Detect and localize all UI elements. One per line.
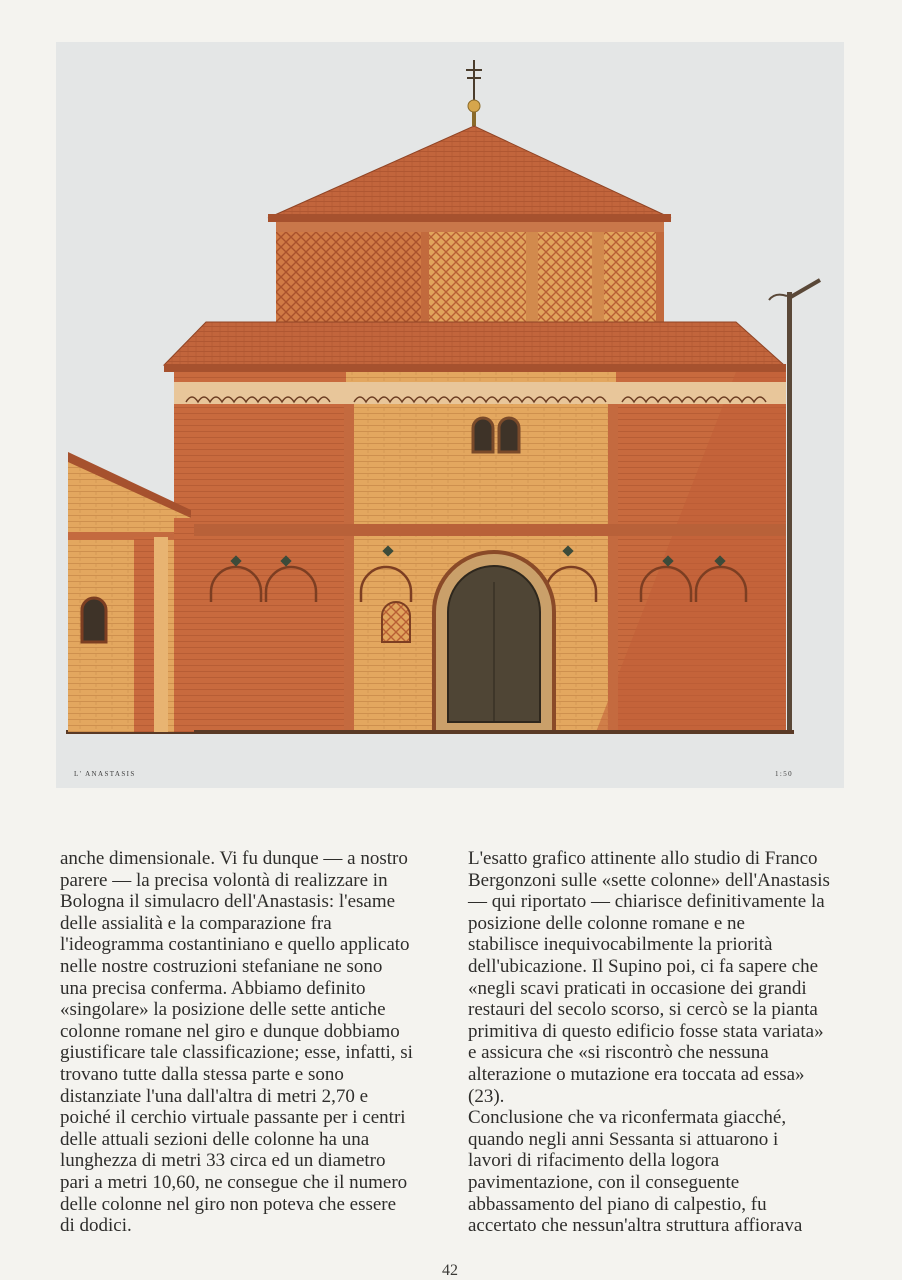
paragraph: Conclusione che va riconfermata giacché, quando negli anni Sessanta si attuarono i lavori di rifacimento della logora pavimentazione, con il conseguente abbassamento del piano di calpestio, fu accertato che nessun'altra struttura affiorava <box>468 1107 803 1237</box>
text-column-right <box>468 848 858 1237</box>
anastasis-elevation-drawing <box>56 42 844 788</box>
plate-scale: 1:50 <box>775 770 794 778</box>
paragraph: anche dimensionale. Vi fu dunque — a nostro parere — la precisa volontà di realizzare in Bologna il simulacro dell'Anastasis: l'esame delle assialità e la comparazione fra l'ideogramma costantiniano e quello applicato nelle nostre costruzioni stefaniane ne sono una precisa conferma. Abbiamo definito «singolare» la posizione delle sette antiche colonne romane nel giro e dunque dobbiamo giustificare tale classificazione; esse, infatti, si trovano tutte dalla stessa parte e sono distanziate l'una dall'altra di metri 2,70 e poiché il cerchio virtuale passante per i centri delle attuali sezioni delle colonne ha una lunghezza di metri 33 circa ed un diametro pari a metri 10,60, ne consegue che il numero delle colonne nel giro non poteva che essere di dodici. <box>60 848 413 1237</box>
paragraph: L'esatto grafico attinente allo studio di Franco Bergonzoni sulle «sette colonne» dell'Anastasis — qui riportato — chiarisce definitivamente la posizione delle colonne romane e ne stabilisce inequivocabilmente la priorità dell'ubicazione. Il Supino poi, ci fa sapere che «negli scavi praticati in occasione dei grandi restauri del secolo scorso, si cercò se la pianta primitiva di questo edificio fosse stata variata» e assicura che «si riscontrò che nessuna alterazione o mutazione era toccata ad essa» (23). <box>468 848 830 1107</box>
roof-cross <box>466 60 482 126</box>
drum <box>276 222 664 322</box>
text-column-left <box>60 848 460 1237</box>
illustration-plate <box>56 42 844 788</box>
lower-roof <box>164 322 784 365</box>
plate-caption: L' ANASTASIS <box>74 770 136 778</box>
page-number: 42 <box>442 1262 458 1279</box>
portal-door <box>434 552 554 732</box>
upper-roof <box>268 126 671 218</box>
